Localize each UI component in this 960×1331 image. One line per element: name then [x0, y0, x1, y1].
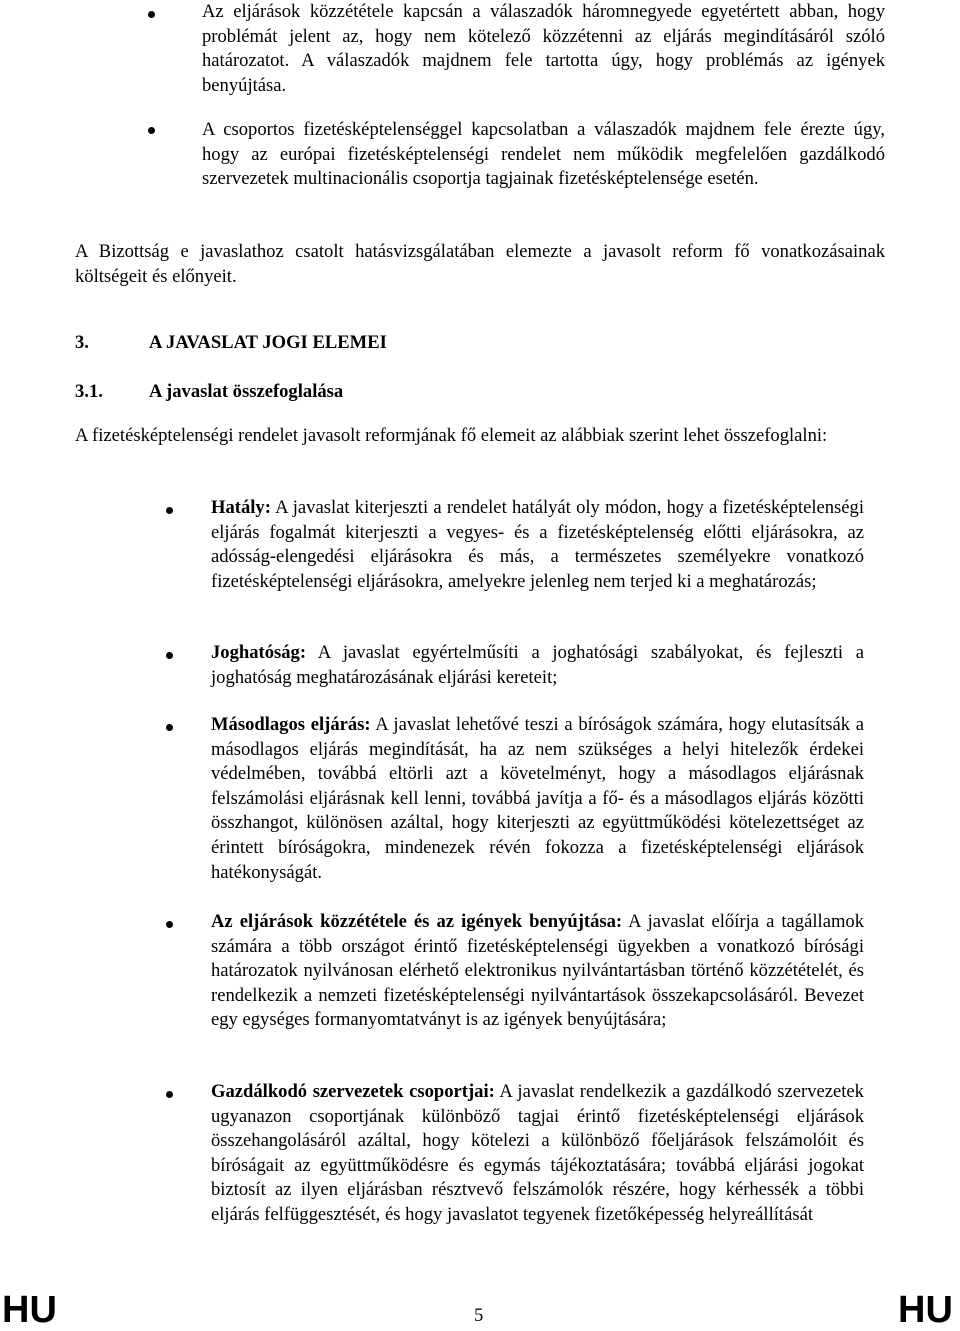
page-number: 5 — [474, 1305, 484, 1326]
subsection-title: A javaslat összefoglalása — [149, 381, 344, 402]
item-term: Gazdálkodó szervezetek csoportjai: — [211, 1081, 495, 1102]
bullet-marker — [166, 724, 173, 731]
list-item — [211, 496, 864, 594]
item-text: A javaslat egyértelműsíti a joghatósági szabályokat, és fejleszti a joghatóság meghatározásának eljárási kereteit; — [211, 642, 864, 688]
bullet-marker — [166, 1091, 173, 1098]
item-text: A javaslat lehetővé teszi a bíróságok számára, hogy elutasítsák a másodlagos eljárás megindítását, ha az nem szükséges a helyi hitelezők érdekei védelmében, továbbá eltörli azt a követelményt, hogy a másodlagos eljárásnak felszámolási eljárásnak kell lenni, továbbá javítja a fő- és a másodlagos eljárás közötti összhangot, különösen azáltal, hogy kiterjeszti az együttműködési kötelezettséget az érintett bíróságokra, mindenezek révén fokozza a fizetésképtelenségi eljárások hatékonyságát. — [211, 714, 864, 883]
item-term: Másodlagos eljárás: — [211, 714, 371, 735]
bullet-marker — [148, 11, 155, 18]
bullet-marker — [166, 921, 173, 928]
list-item: Az eljárások közzététele kapcsán a válaszadók háromnegyede egyetértett abban, hogy problémát jelent az, hogy nem kötelező közzétenni az eljárás megindításáról szóló határozatot. A válaszadók majdnem fele tartotta úgy, hogy problémás az igények benyújtása. — [202, 1, 885, 96]
bullet-marker — [166, 507, 173, 514]
list-item: A csoportos fizetésképtelenséggel kapcsolatban a válaszadók majdnem fele érezte úgy, hogy az európai fizetésképtelenségi rendelet nem működik megfelelően gazdálkodó szervezetek multinacionális csoportja tagjainak fizetésképtelensége esetén. — [202, 119, 885, 190]
item-term: Hatály: — [211, 497, 271, 518]
bullet-marker — [148, 127, 155, 134]
list-item — [211, 641, 864, 690]
item-text: A javaslat rendelkezik a gazdálkodó szervezetek ugyanazon csoportjának különböző tagjai érintő fizetésképtelenségi eljárások összehangolásáról azáltal, hogy kötelezi a különböző főeljárások felszámolóit és bíróságait az együttműködésre és egymás tájékoztatására; továbbá eljárási jogokat biztosít az ilyen eljárásban résztvevő felszámolók részére, hogy kérhessék a többi eljárás felfüggesztését, és hogy javaslatot tegyenek fizetőképesség helyreállítását — [211, 1081, 864, 1225]
list-item — [211, 1080, 864, 1228]
footer-language-right: HU — [898, 1289, 953, 1331]
item-term: Az eljárások közzététele és az igények benyújtása: — [211, 911, 623, 932]
bullet-marker — [166, 652, 173, 659]
subsection-number: 3.1. — [75, 381, 103, 402]
item-text: A javaslat előírja a tagállamok számára a több országot érintő fizetésképtelenségi ügyekben a vonatkozó bírósági határozatok nyilvánosan elérhető elektronikus nyilvántartásban történő közzétételét, és rendelkezik a nemzeti fizetésképtelenségi nyilvántartások összekapcsolásáról. Bevezet egy egységes formanyomtatványt is az igények benyújtására; — [211, 911, 865, 1031]
body-paragraph: A Bizottság e javaslathoz csatolt hatásvizsgálatában elemezte a javasolt reform fő vonatkozásainak költségeit és előnyeit. — [75, 241, 885, 287]
subsection-heading — [75, 380, 343, 404]
section-title: A JAVASLAT JOGI ELEMEI — [149, 332, 387, 353]
list-item — [211, 910, 864, 1033]
item-text: A javaslat kiterjeszti a rendelet hatályát oly módon, hogy a fizetésképtelenségi eljárás fogalmát kiterjeszti a vegyes- és a fizetésképtelenség előtti eljárásokra, az adósság-elengedési eljárásokra és más, a természetes személyekre vonatkozó fizetésképtelenségi eljárásokra, amelyekre jelenleg nem terjed ki a meghatározás; — [211, 497, 864, 592]
item-term: Joghatóság: — [211, 642, 307, 663]
section-number: 3. — [75, 332, 89, 353]
section-heading — [75, 331, 387, 355]
list-item — [211, 713, 864, 885]
intro-paragraph: A fizetésképtelenségi rendelet javasolt reformjának fő elemeit az alábbiak szerint lehet összefoglalni: — [75, 425, 828, 446]
footer-language-left: HU — [2, 1289, 57, 1331]
